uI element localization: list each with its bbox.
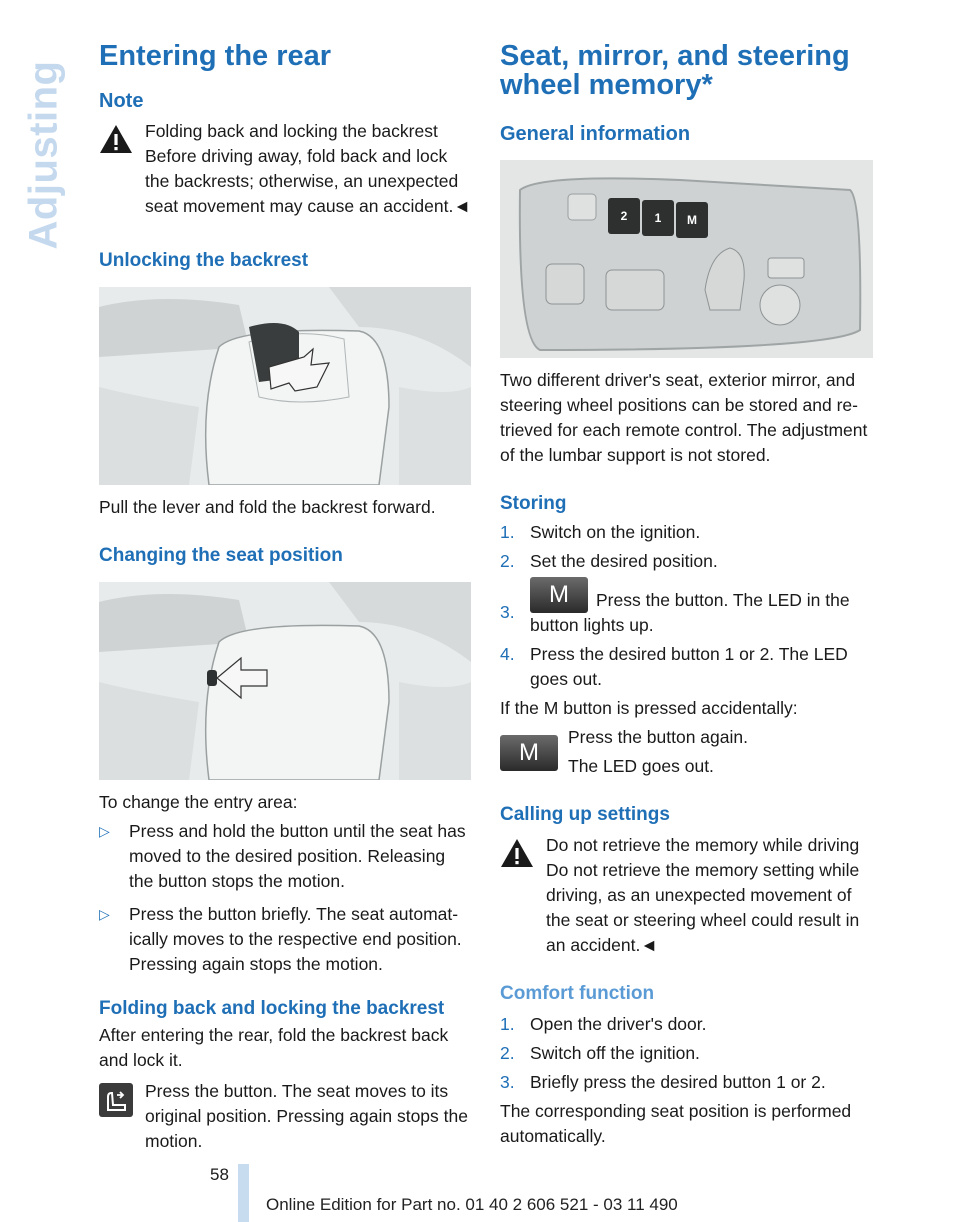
list-item [500,581,874,638]
step-text: Briefly press the desired button 1 or 2. [530,1072,826,1093]
warning-icon [500,838,534,868]
memory-button-2-label: 2 [620,209,628,223]
unlocking-heading: Unlocking the backrest [99,250,309,271]
calling-warning-title: Do not retrieve the memory while driving [546,835,860,856]
list-item [500,642,874,692]
note-warning-title: Folding back and locking the backrest [145,121,438,141]
page-number: 58 [210,1165,229,1184]
seat-backrest-button-icon [99,1083,133,1117]
list-item [99,819,473,894]
seat-position-photo [99,582,471,780]
list-item-text: Press and hold the button until the seat has moved to the desired position. Releasing the button stops the motion. [129,821,466,891]
accidental-line-2: The LED goes out. [568,756,714,777]
memory-button-1-label: 1 [654,211,662,225]
calling-warning-body: Do not retrieve the memory setting while driving, as an unexpected movement of the seat or steering wheel could result in an accident.◄ [546,860,860,956]
step-text: Press the desired button 1 or 2. The LED goes out. [530,644,848,690]
memory-button-m-label: M [687,213,697,227]
folding-button-text: Press the button. The seat moves to its original position. Pressing again stops the motion. [145,1081,468,1151]
step-number: 2. [500,551,515,571]
section-title-memory: Seat, mirror, and steering wheel memory* [500,40,850,101]
unlocking-text: Pull the lever and fold the backrest forward. [99,497,436,517]
comfort-result: The corresponding seat position is performed automatically. [500,1101,852,1147]
step-number: 2. [500,1043,515,1064]
storing-heading: Storing [500,493,567,514]
accidental-button-row [500,725,874,779]
note-warning-body: Before driving away, fold back and lock the backrests; otherwise, an unexpected seat movement may cause an accident.◄ [145,146,471,216]
step-text: Switch off the ignition. [530,1043,700,1064]
step-number: 4. [500,644,515,665]
memory-m-button-icon: M [530,577,588,613]
note-heading: Note [99,90,144,112]
left-column [99,42,473,1154]
list-item-text: Press the button briefly. The seat automatically moves to the respective end position. Pressing again stops the motion. [129,904,462,974]
edition-footer: Online Edition for Part no. 01 40 2 606 521 - 03 11 490 [266,1195,678,1214]
step-text: Press the button. The LED in the button lights up. [530,590,850,636]
changing-heading: Changing the seat position [99,545,343,566]
folding-text: After entering the rear, fold the backrest back and lock it. [99,1025,449,1070]
step-number: 3. [500,602,515,622]
footer-accent-bar [238,1164,249,1222]
triangle-bullet-icon: ▷ [99,906,110,922]
step-number: 3. [500,1072,515,1093]
accidental-text: If the M button is pressed accidentally: [500,698,798,719]
storing-steps [500,520,874,692]
folding-button-row [99,1079,473,1154]
note-warning [99,119,473,219]
comfort-steps [500,1012,874,1095]
list-item [500,1070,874,1095]
step-text: Switch on the ignition. [530,522,701,542]
chapter-side-tab [22,40,66,270]
general-text: Two different driver's seat, exterior mirror, and steering wheel positions can be stored and retrieved for each remote control. The adjustment of the lumbar support is not stored. [500,370,868,465]
section-title-entering-rear: Entering the rear [99,40,332,72]
changing-intro: To change the entry area: [99,792,298,812]
list-item [500,520,874,545]
changing-list [99,819,473,977]
unlocking-backrest-photo [99,287,471,485]
general-heading: General information [500,123,691,145]
list-item [500,1041,874,1066]
folding-heading: Folding back and locking the backrest [99,998,445,1019]
step-text: Open the driver's door. [530,1014,707,1035]
triangle-bullet-icon: ▷ [99,823,110,839]
chapter-side-tab-label: Adjusting [21,60,66,250]
memory-m-button-icon-2: M [500,735,558,771]
step-text: Set the desired position. [530,551,718,571]
step-number: 1. [500,522,515,542]
list-item [500,1012,874,1037]
step-number: 1. [500,1014,515,1035]
calling-heading: Calling up settings [500,804,670,826]
accidental-line-1: Press the button again. [568,727,748,748]
list-item [99,902,473,977]
list-item [500,549,874,574]
comfort-heading: Comfort function [500,983,655,1005]
warning-icon [99,124,133,154]
calling-warning [500,833,874,958]
right-column [500,42,874,1149]
memory-controls-photo [500,160,873,358]
